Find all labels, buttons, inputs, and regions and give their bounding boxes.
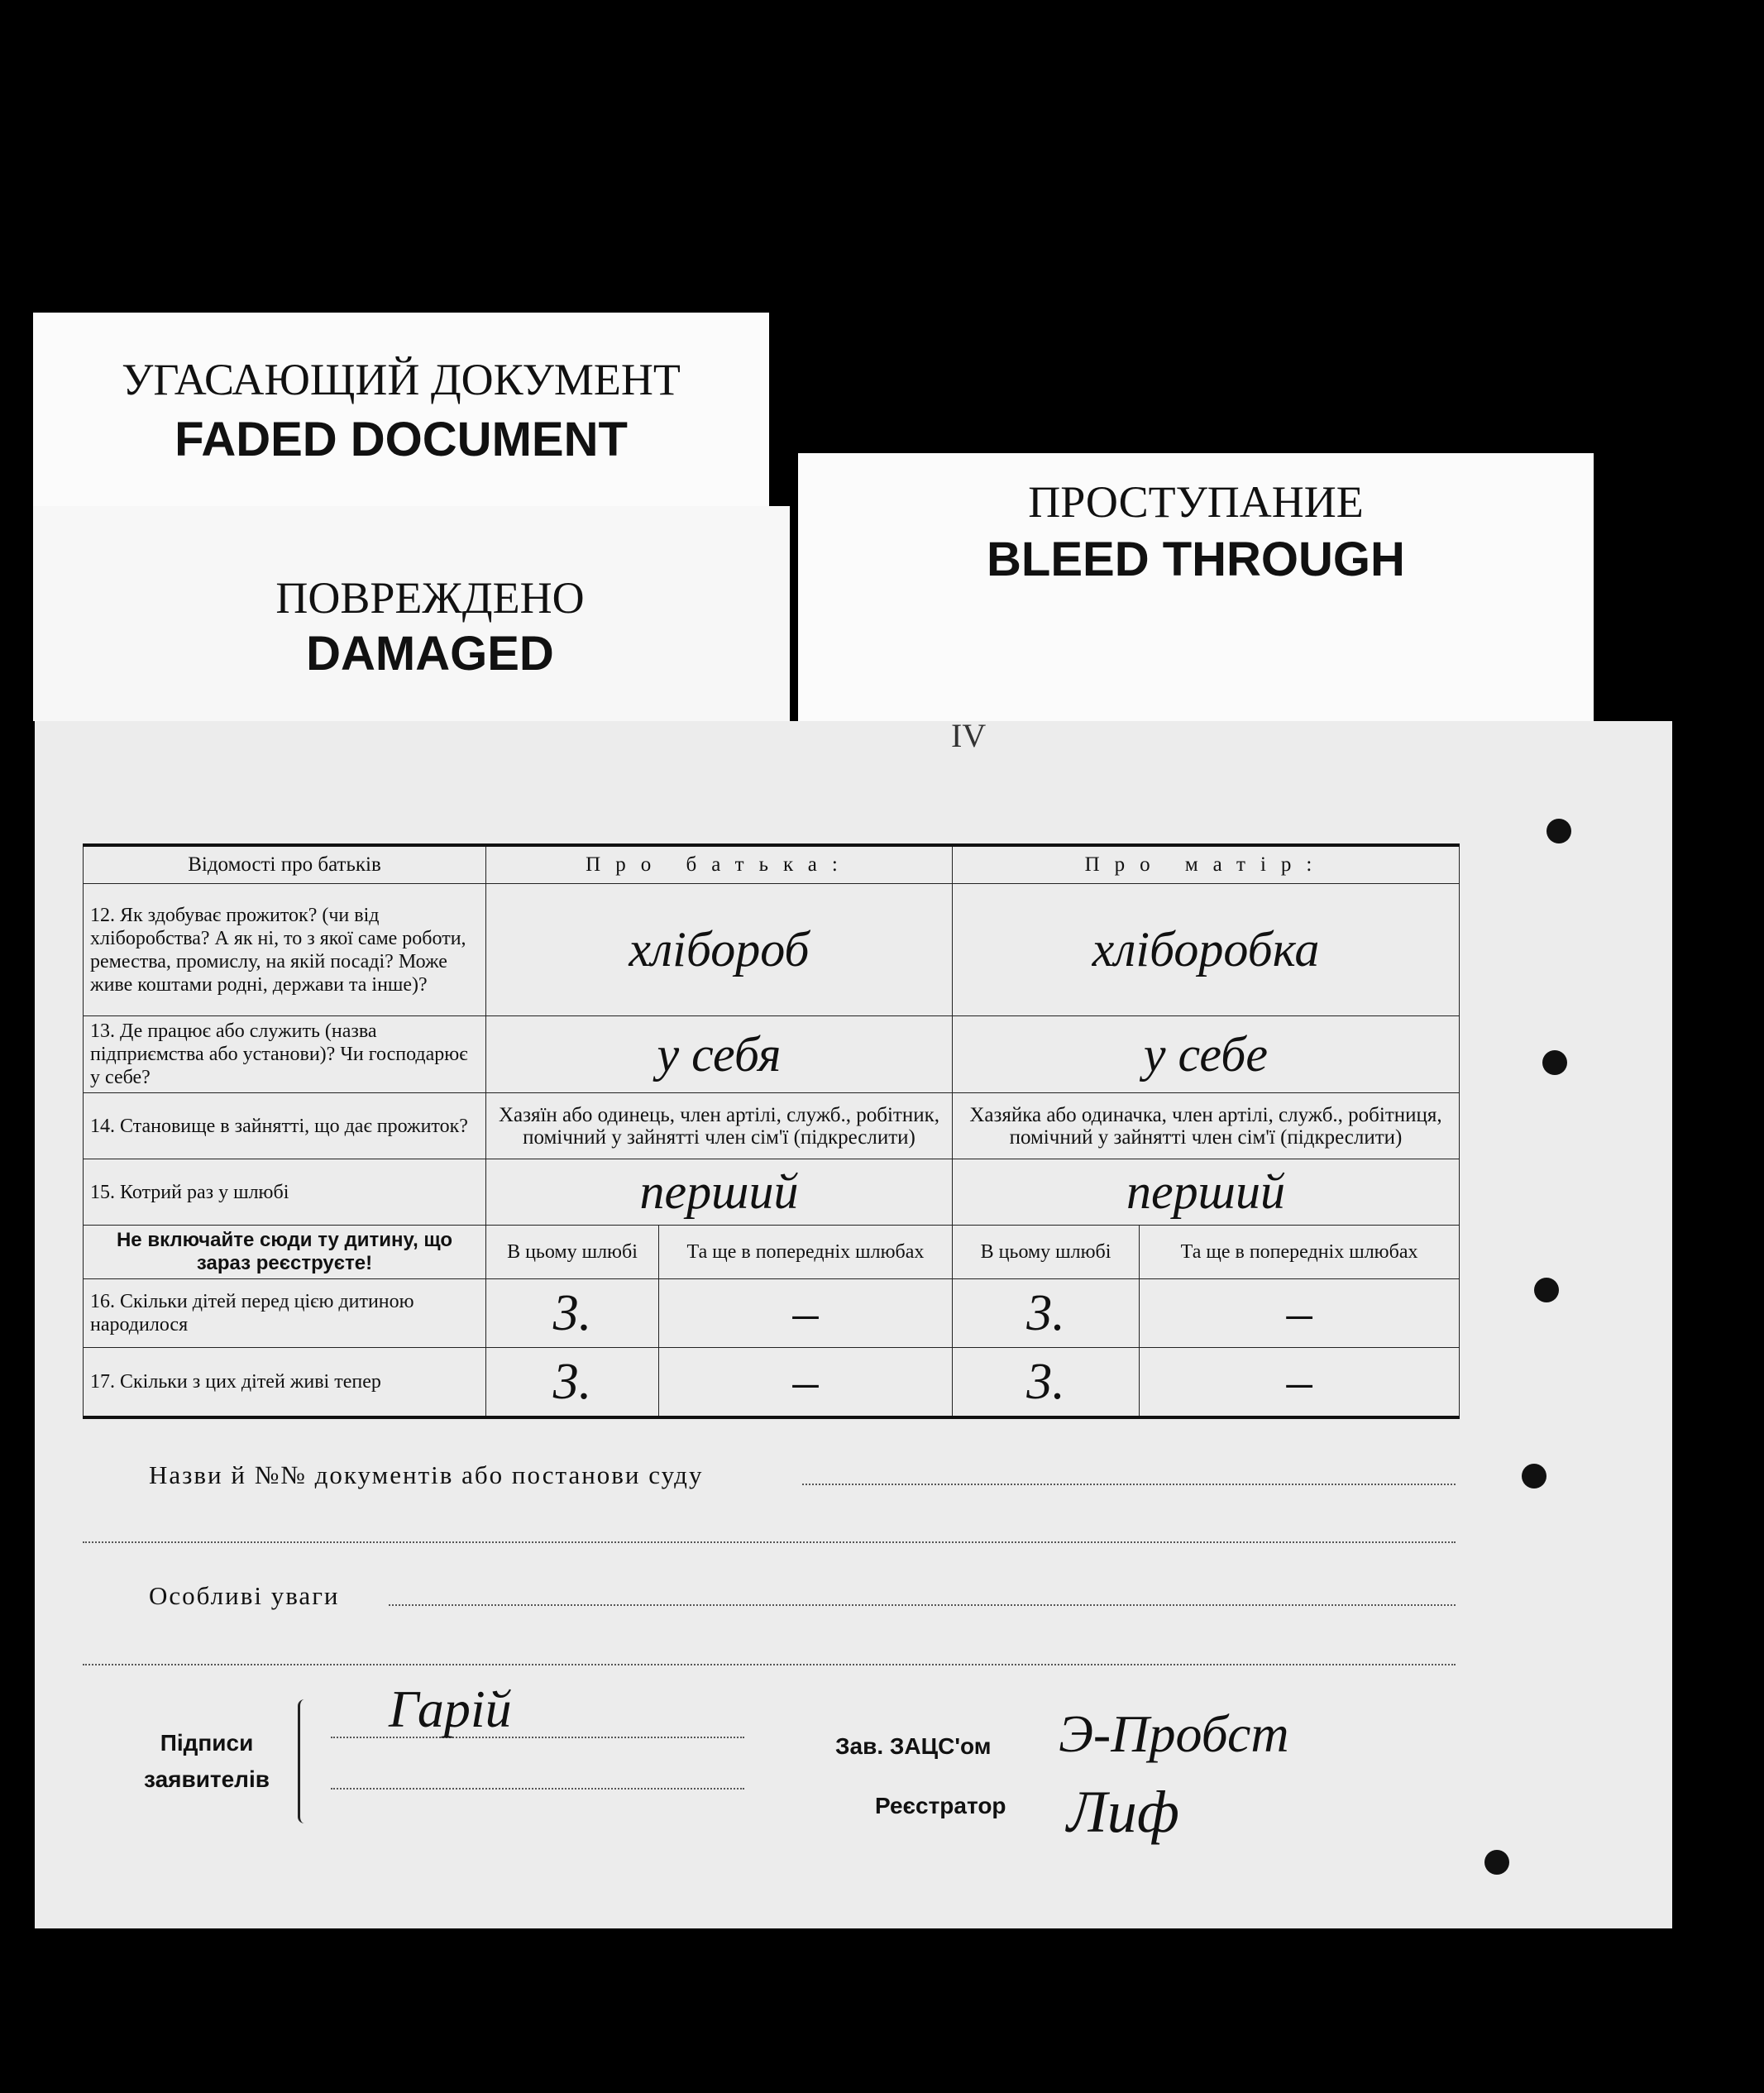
punch-hole — [1522, 1464, 1546, 1489]
faded-document-tag — [33, 313, 769, 528]
mother-this-marriage: В цьому шлюбі — [952, 1226, 1139, 1279]
father-answer-14: Хазяїн або одинець, член артілі, служб., робітник, помічний у зайнятті член сім'ї (підкреслити) — [486, 1093, 953, 1159]
question-15: 15. Котрий раз у шлюбі — [84, 1159, 486, 1226]
question-17: 17. Скільки з цих дітей живі тепер — [84, 1348, 486, 1418]
bleed-tag-en: BLEED THROUGH — [987, 533, 1405, 586]
q17-mother-this: 3. — [952, 1348, 1139, 1418]
father-this-marriage: В цьому шлюбі — [486, 1226, 659, 1279]
note-exclude-child: Не включайте сюди ту дитину, що зараз реєструєте! — [84, 1226, 486, 1279]
damaged-tag-en: DAMAGED — [306, 627, 554, 681]
damaged-tag-ru: ПОВРЕЖДЕНО — [275, 573, 585, 623]
father-prev-marriages: Та ще в попередніх шлюбах — [658, 1226, 952, 1279]
q16-mother-this: 3. — [952, 1279, 1139, 1348]
special-notes-line-2 — [83, 1664, 1456, 1665]
punch-hole — [1484, 1850, 1509, 1875]
documents-field-line-2 — [83, 1541, 1456, 1543]
special-notes-label: Особливі уваги — [149, 1581, 340, 1610]
header-mother: Про матір: — [952, 845, 1459, 884]
applicant-signature: Гарій — [389, 1680, 512, 1738]
q17-father-prev: – — [658, 1348, 952, 1418]
zags-head-signature: Э-Пробст — [1059, 1704, 1289, 1763]
mother-prev-marriages: Та ще в попередніх шлюбах — [1140, 1226, 1460, 1279]
roman-numeral-mark: IV — [951, 717, 987, 754]
table-row — [84, 884, 1460, 1016]
faded-tag-en: FADED DOCUMENT — [174, 413, 628, 466]
documents-field-label: Назви й №№ документів або постанови суду — [149, 1460, 704, 1489]
mother-answer-13: у себе — [952, 1016, 1459, 1093]
special-notes-line — [389, 1604, 1456, 1606]
parents-info-table — [83, 843, 1460, 1419]
q17-father-this: 3. — [486, 1348, 659, 1418]
applicant-signature-line-2 — [331, 1788, 744, 1790]
q16-father-this: 3. — [486, 1279, 659, 1348]
mother-answer-15: перший — [952, 1159, 1459, 1226]
q17-mother-prev: – — [1140, 1348, 1460, 1418]
question-14: 14. Становище в зайнятті, що дає прожиток? — [84, 1093, 486, 1159]
table-header-row — [84, 845, 1460, 884]
table-row — [84, 1016, 1460, 1093]
bleed-tag-ru: ПРОСТУПАНИЕ — [1028, 477, 1364, 527]
punch-hole — [1546, 819, 1571, 843]
table-row — [84, 1226, 1460, 1279]
zags-head-label: Зав. ЗАЦС'ом — [835, 1733, 992, 1759]
father-answer-12: хлібороб — [486, 884, 953, 1016]
mother-answer-12: хліборобка — [952, 884, 1459, 1016]
faded-tag-ru: УГАСАЮЩИЙ ДОКУМЕНТ — [122, 355, 681, 404]
father-answer-13: у себя — [486, 1016, 953, 1093]
header-father: Про батька: — [486, 845, 953, 884]
punch-hole — [1542, 1050, 1567, 1075]
table-row — [84, 1159, 1460, 1226]
q16-father-prev: – — [658, 1279, 952, 1348]
registrar-label: Реєстратор — [875, 1793, 1006, 1818]
q16-mother-prev: – — [1140, 1279, 1460, 1348]
punch-hole — [1534, 1278, 1559, 1302]
damaged-tag — [33, 506, 790, 721]
header-parents-info: Відомості про батьків — [84, 845, 486, 884]
table-row — [84, 1279, 1460, 1348]
brace — [298, 1699, 315, 1823]
question-16: 16. Скільки дітей перед цією дитиною народилося — [84, 1279, 486, 1348]
table-row — [84, 1093, 1460, 1159]
registrar-signature: Лиф — [1067, 1779, 1179, 1845]
father-answer-15: перший — [486, 1159, 953, 1226]
mother-answer-14: Хазяйка або одиначка, член артілі, служб., робітниця, помічний у зайнятті член сім'ї (підкреслити) — [952, 1093, 1459, 1159]
question-13: 13. Де працює або служить (назва підприємства або установи)? Чи господарює у себе? — [84, 1016, 486, 1093]
applicants-signatures-label: Підписи заявителів — [144, 1730, 270, 1792]
documents-field-line — [802, 1484, 1456, 1485]
question-12: 12. Як здобуває прожиток? (чи від хліборобства? А як ні, то з якої саме роботи, ремества, промислу, на якій посаді? Може живе коштами родні, держави та інше)? — [84, 884, 486, 1016]
bleed-through-tag — [798, 453, 1594, 726]
table-row — [84, 1348, 1460, 1418]
